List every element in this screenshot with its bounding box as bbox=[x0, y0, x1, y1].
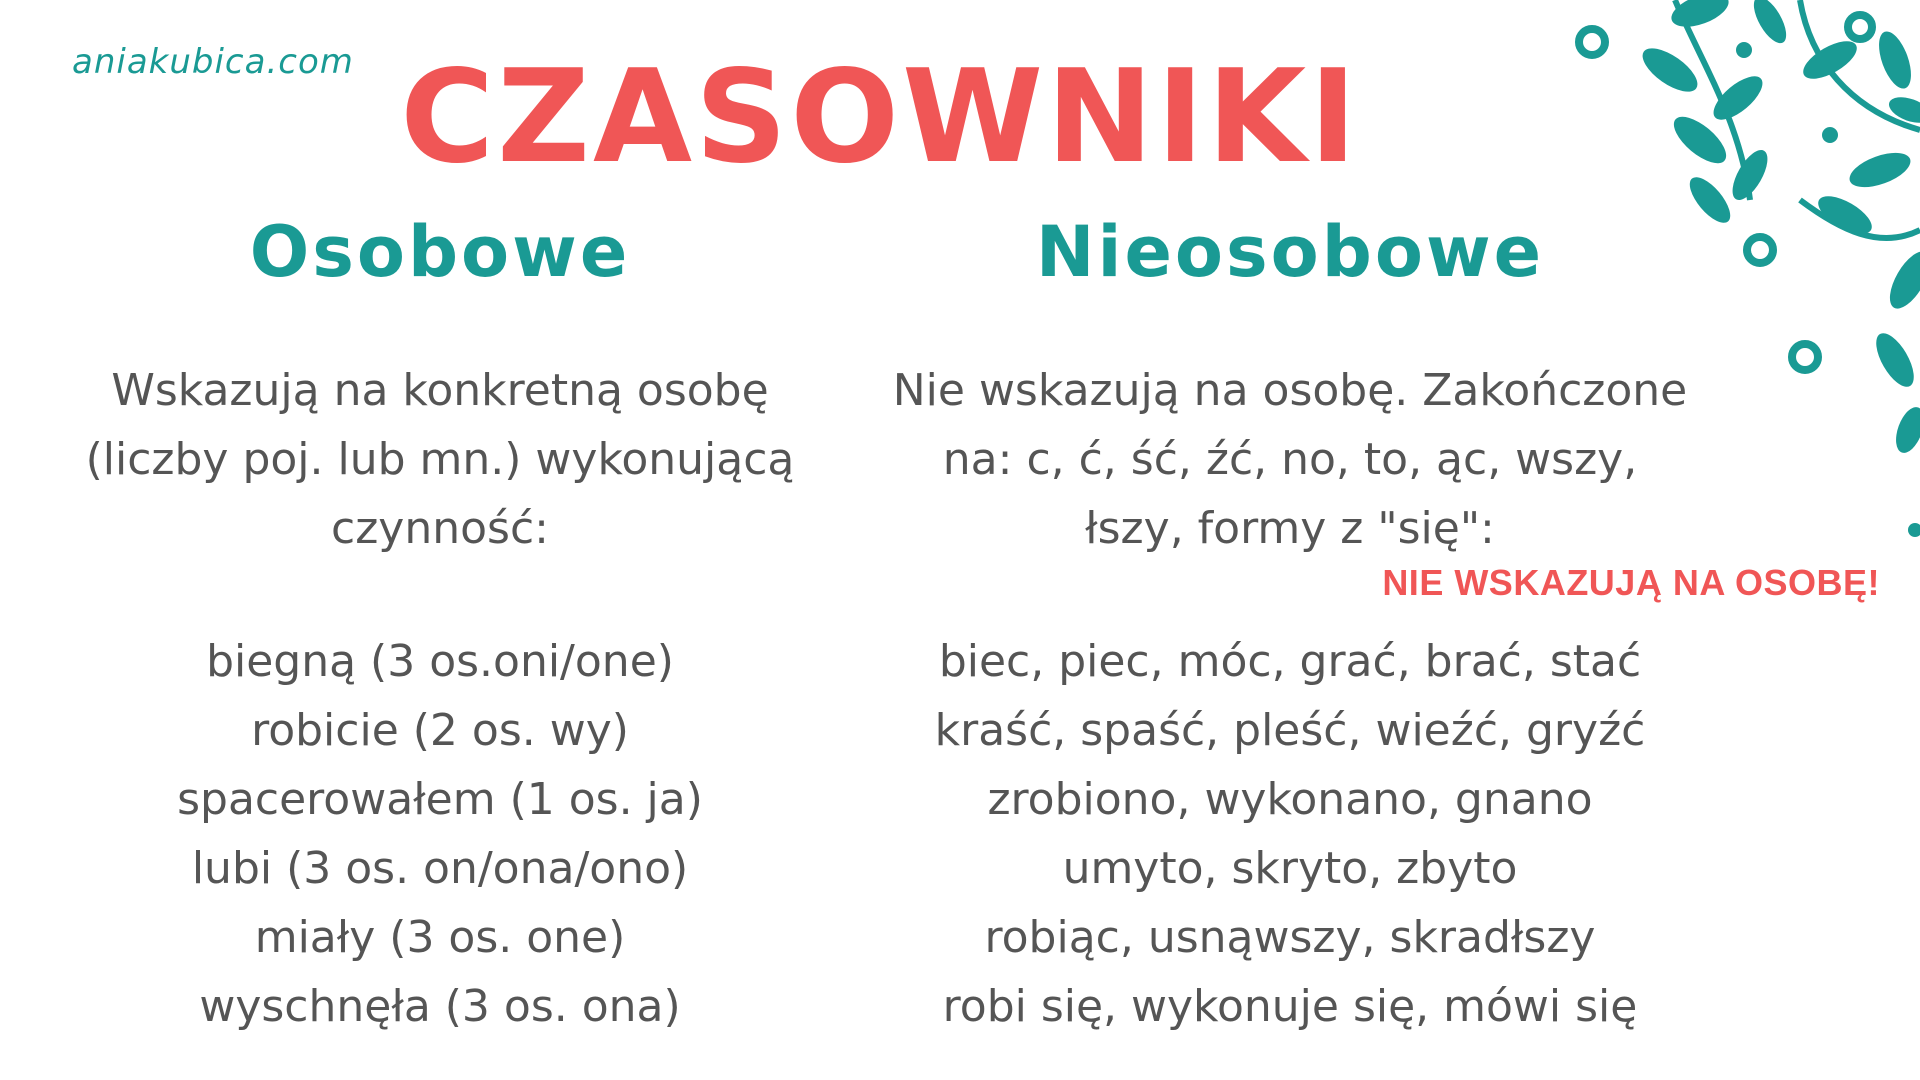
impersonal-description bbox=[860, 356, 1720, 563]
example-item: robicie (2 os. wy) bbox=[251, 705, 629, 756]
description-line: (liczby poj. lub mn.) wykonującą bbox=[85, 434, 795, 485]
description-line: Wskazują na konkretną osobę bbox=[111, 365, 769, 416]
page-title: CZASOWNIKI bbox=[400, 43, 1360, 192]
section-heading-personal: Osobowe bbox=[249, 211, 631, 293]
example-item: biegną (3 os.oni/one) bbox=[206, 636, 674, 687]
example-item: biec, piec, móc, grać, brać, stać bbox=[938, 636, 1642, 687]
description-line: łszy, formy z "się": bbox=[1085, 503, 1495, 554]
example-item: umyto, skryto, zbyto bbox=[1062, 843, 1518, 894]
example-item: robiąc, usnąwszy, skradłszy bbox=[984, 912, 1596, 963]
site-name: aniakubica.com bbox=[72, 42, 354, 82]
impersonal-examples bbox=[860, 627, 1720, 1041]
personal-verbs-section bbox=[40, 210, 840, 563]
impersonal-note: NIE WSKAZUJĄ NA OSOBĘ! bbox=[1382, 562, 1880, 603]
personal-description bbox=[40, 356, 840, 563]
example-item: miały (3 os. one) bbox=[254, 912, 626, 963]
description-line: na: c, ć, ść, źć, no, to, ąc, wszy, bbox=[942, 434, 1638, 485]
personal-examples bbox=[40, 627, 840, 1041]
example-item: kraść, spaść, pleść, wieźć, gryźć bbox=[934, 705, 1646, 756]
example-item: robi się, wykonuje się, mówi się bbox=[942, 981, 1638, 1032]
example-item: wyschnęła (3 os. ona) bbox=[199, 981, 681, 1032]
description-line: Nie wskazują na osobę. Zakończone bbox=[892, 365, 1688, 416]
example-item: spacerowałem (1 os. ja) bbox=[177, 774, 703, 825]
section-heading-impersonal: Nieosobowe bbox=[1035, 211, 1545, 293]
impersonal-verbs-section bbox=[860, 210, 1720, 563]
example-item: lubi (3 os. on/ona/ono) bbox=[191, 843, 689, 894]
example-item: zrobiono, wykonano, gnano bbox=[987, 774, 1593, 825]
description-line: czynność: bbox=[331, 503, 549, 554]
